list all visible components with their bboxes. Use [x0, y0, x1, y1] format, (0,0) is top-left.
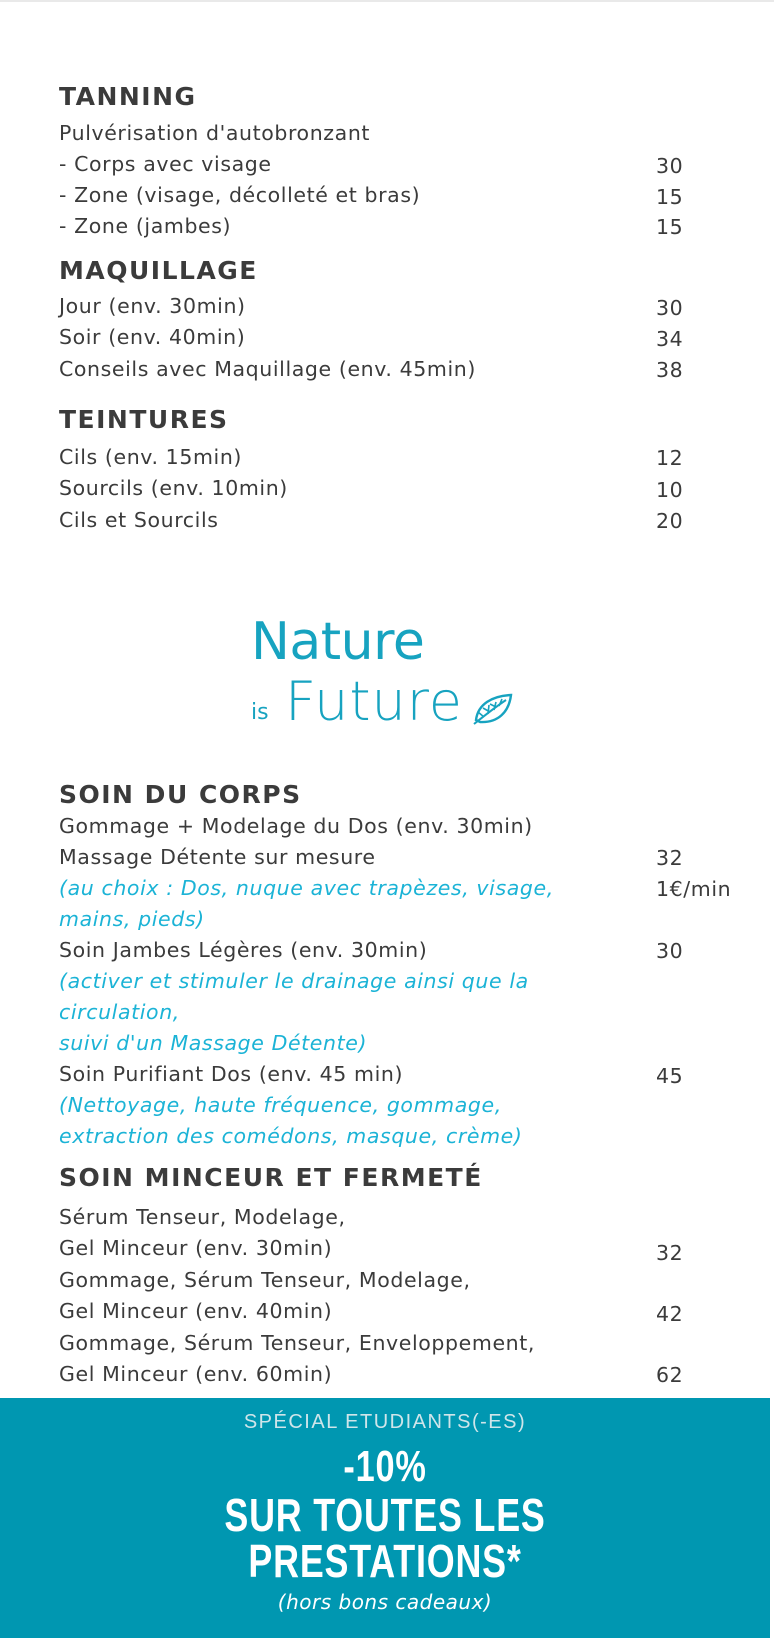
service-line: - Zone (visage, décolleté et bras) [59, 183, 421, 207]
service-line: Massage Détente sur mesure [59, 845, 376, 869]
service-line: - Corps avec visage [59, 152, 272, 176]
service-line: Gommage, Sérum Tenseur, Enveloppement, [59, 1331, 536, 1355]
service-price: 10 [656, 478, 684, 502]
section-title: SOIN MINCEUR ET FERMETÉ [59, 1163, 483, 1192]
logo-word-future: Future [285, 670, 463, 733]
service-price: 34 [656, 327, 684, 351]
service-line: Soin Purifiant Dos (env. 45 min) [59, 1062, 404, 1086]
service-price: 38 [656, 358, 684, 382]
service-price: 12 [656, 446, 684, 470]
section-title: TEINTURES [59, 405, 229, 434]
banner-kicker: SPÉCIAL ETUDIANTS(-ES) [243, 1411, 527, 1433]
service-line: Gel Minceur (env. 30min) [59, 1236, 333, 1260]
service-line: Jour (env. 30min) [59, 294, 246, 318]
service-line: Cils (env. 15min) [59, 445, 243, 469]
service-note: extraction des comédons, masque, crème) [59, 1124, 523, 1148]
service-note: (activer et stimuler le drainage ainsi que la [59, 969, 529, 993]
service-line: Gommage + Modelage du Dos (env. 30min) [59, 814, 533, 838]
service-price: 15 [656, 185, 684, 209]
service-line: Sourcils (env. 10min) [59, 476, 288, 500]
service-line: Gommage, Sérum Tenseur, Modelage, [59, 1268, 471, 1292]
service-line: Conseils avec Maquillage (env. 45min) [59, 357, 476, 381]
service-price: 30 [656, 296, 684, 320]
service-price: 45 [656, 1064, 684, 1088]
service-line: Soin Jambes Légères (env. 30min) [59, 938, 428, 962]
section-title: TANNING [59, 82, 197, 111]
top-divider [0, 0, 774, 2]
service-line: Sérum Tenseur, Modelage, [59, 1205, 346, 1229]
service-price: 30 [656, 939, 684, 963]
section-title: MAQUILLAGE [59, 256, 258, 285]
logo-word-nature: Nature [251, 612, 425, 672]
service-price: 32 [656, 846, 684, 870]
logo-word-is: is [251, 700, 269, 725]
service-price: 1€/min [656, 877, 732, 901]
service-note: (Nettoyage, haute fréquence, gommage, [59, 1093, 502, 1117]
service-line: Pulvérisation d'autobronzant [59, 121, 371, 145]
service-price: 42 [656, 1302, 684, 1326]
service-note: (au choix : Dos, nuque avec trapèzes, visage, [59, 876, 554, 900]
service-price: 30 [656, 154, 684, 178]
service-note: circulation, [59, 1000, 180, 1024]
service-price: 32 [656, 1241, 684, 1265]
banner-discount: -10% [343, 1442, 427, 1491]
service-line: Gel Minceur (env. 40min) [59, 1299, 333, 1323]
service-line: - Zone (jambes) [59, 214, 232, 238]
service-price: 20 [656, 509, 684, 533]
section-title: SOIN DU CORPS [59, 780, 302, 809]
service-line: Gel Minceur (env. 60min) [59, 1362, 333, 1386]
service-note: mains, pieds) [59, 907, 205, 931]
service-price: 62 [656, 1363, 684, 1387]
leaf-icon [472, 692, 514, 726]
banner-headline-2: PRESTATIONS* [248, 1535, 522, 1587]
service-line: Soir (env. 40min) [59, 325, 246, 349]
service-price: 15 [656, 215, 684, 239]
service-note: suivi d'un Massage Détente) [59, 1031, 368, 1055]
student-discount-banner [0, 1398, 770, 1638]
banner-footnote: (hors bons cadeaux) [277, 1590, 493, 1614]
nature-is-future-logo [250, 612, 530, 732]
service-line: Cils et Sourcils [59, 508, 219, 532]
banner-headline-1: SUR TOUTES LES [224, 1489, 546, 1541]
